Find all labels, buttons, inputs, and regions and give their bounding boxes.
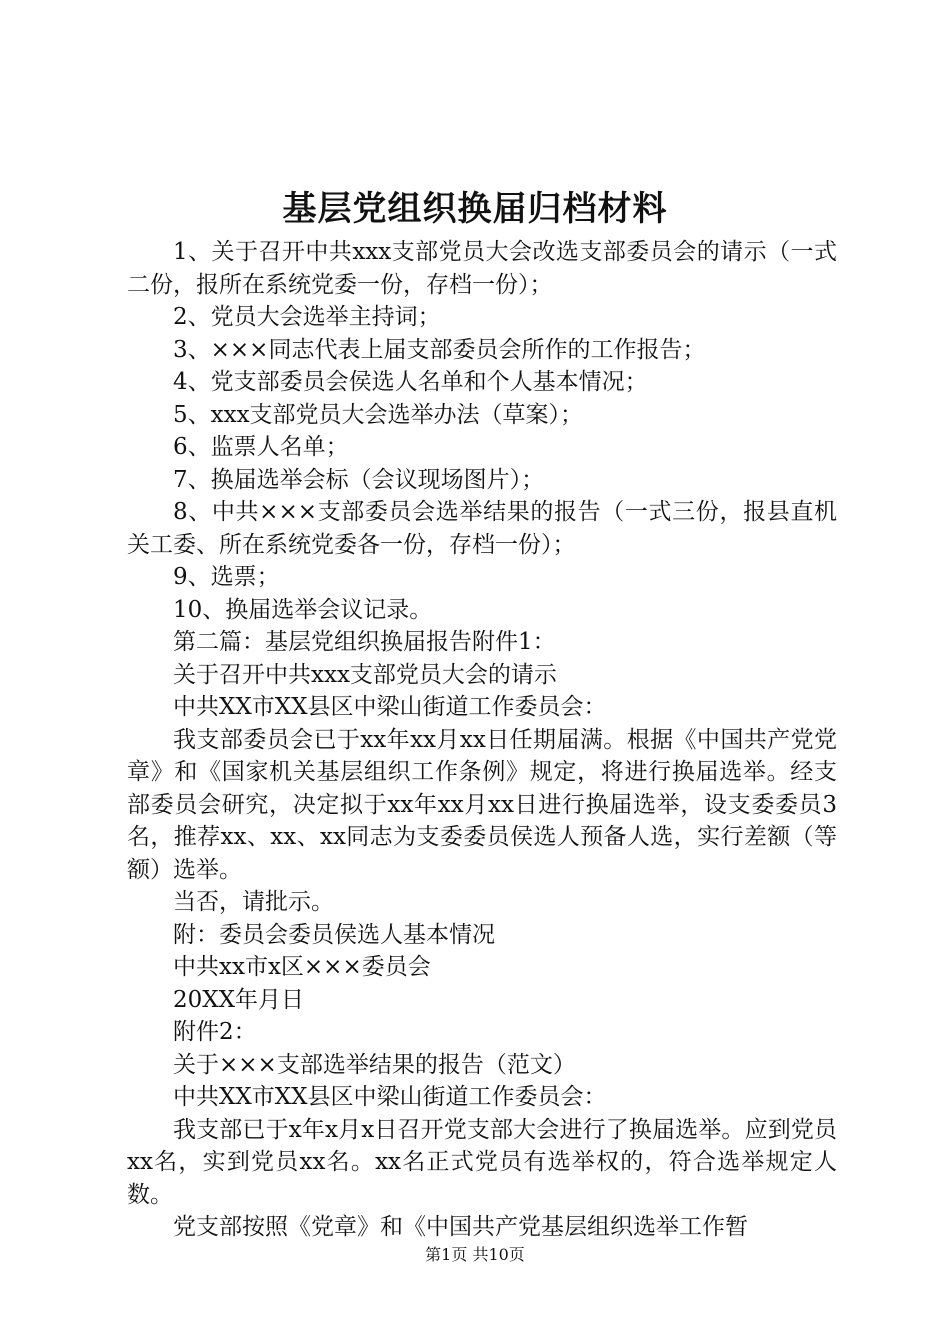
addressee: 中共XX市XX县区中梁山街道工作委员会： — [173, 694, 607, 720]
request-title: 关于召开中共xxx支部党员大会的请示 — [173, 661, 557, 688]
signature-org: 中共xx市x区×××委员会 — [173, 954, 431, 980]
paragraph-item-3: 3、×××同志代表上届支部委员会所作的工作报告； — [173, 336, 706, 363]
report-body: 我支部已于x年x月x日召开党支部大会进行了换届选举。应到党员xx名，实到党员xx名。xx名正式党员有选举权的，符合选举规定人数。 — [127, 1116, 837, 1208]
report-continuation: 党支部按照《党章》和《中国共产党基层组织选举工作暂 — [173, 1214, 748, 1240]
report-title: 关于×××支部选举结果的报告（范文） — [173, 1051, 576, 1078]
paragraph-item-5: 5、xxx支部党员大会选举办法（草案）； — [173, 401, 584, 428]
paragraph-item-10: 10、换届选举会议记录。 — [173, 596, 433, 623]
attachment-2-heading: 附件2： — [173, 1019, 257, 1045]
paragraph-item-4: 4、党支部委员会侯选人名单和个人基本情况； — [173, 369, 648, 395]
paragraph-item-6: 6、监票人名单； — [173, 434, 349, 460]
paragraph-item-7: 7、换届选举会标（会议现场图片）； — [173, 466, 545, 493]
paragraph-item-9: 9、选票； — [173, 564, 280, 590]
document-body — [127, 236, 837, 1244]
paragraph-item-8: 8、中共×××支部委员会选举结果的报告（一式三份，报县直机关工委、所在系统党委各一份，存档一份）； — [127, 499, 837, 558]
paragraph-item-2: 2、党员大会选举主持词； — [173, 304, 441, 330]
request-body: 我支部委员会已于xx年xx月xx日任期届满。根据《中国共产党党章》和《国家机关基层组织工作条例》规定，将进行换届选举。经支部委员会研究，决定拟于xx年xx月xx日进行换届选举，设支委委员3名，推荐xx、xx、xx同志为支委委员侯选人预备人选，实行差额（等额）选举。 — [127, 726, 837, 883]
attachment-note: 附：委员会委员侯选人基本情况 — [173, 921, 495, 948]
signature-date: 20XX年月日 — [173, 986, 305, 1013]
paragraph-item-1: 1、关于召开中共xxx支部党员大会改选支部委员会的请示（一式二份，报所在系统党委一份，存档一份）； — [127, 239, 837, 298]
report-addressee: 中共XX市XX县区中梁山街道工作委员会： — [173, 1084, 607, 1110]
page-footer: 第1页 共10页 — [425, 1245, 525, 1264]
request-closing: 当否，请批示。 — [173, 889, 334, 915]
section-heading: 第二篇：基层党组织换届报告附件1： — [173, 629, 556, 655]
document-title: 基层党组织换届归档材料 — [282, 189, 668, 229]
